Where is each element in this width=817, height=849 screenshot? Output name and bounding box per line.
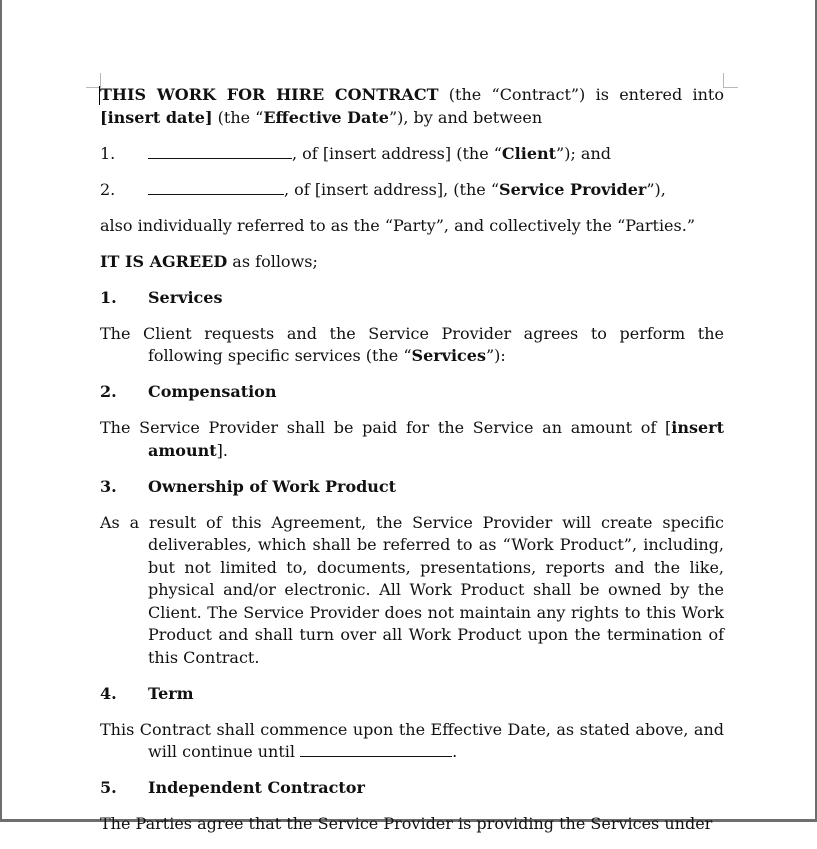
client-term: Client	[501, 143, 557, 163]
party-1-name-blank[interactable]	[148, 143, 292, 159]
preamble-paragraph[interactable]: THIS WORK FOR HIRE CONTRACT (the “Contract”) is entered into [insert date] (the “Effective Date”), by and between	[100, 85, 724, 127]
term-end-blank[interactable]	[300, 741, 452, 757]
section-3-heading[interactable]: 3. Ownership of Work Product	[100, 476, 397, 496]
document-page[interactable]	[100, 84, 724, 849]
section-4-heading[interactable]: 4. Term	[100, 683, 194, 703]
party-1-line[interactable]: 1. , of [insert address] (the “Client”); and	[100, 143, 724, 166]
section-3-body[interactable]: As a result of this Agreement, the Service Provider will create specific deliverables, which shall be referred to as “Work Product”, including, but not limited to, documents, presentations, reports and the like, physical and/or electronic. All Work Product shall be owned by the Client. The Service Provider does not maintain any rights to this Work Product and shall turn over all Work Product upon the termination of this Contract.	[100, 512, 724, 667]
insert-date-placeholder: [insert date]	[100, 107, 213, 127]
section-4-body[interactable]: This Contract shall commence upon the Effective Date, as stated above, and will continue until .	[100, 719, 724, 761]
party-2-line[interactable]: 2. , of [insert address], (the “Service Provider”),	[100, 179, 724, 202]
party-1-number: 1.	[100, 143, 116, 163]
margin-corner-top-right	[723, 73, 738, 88]
service-provider-term: Service Provider	[499, 179, 647, 199]
section-1-heading[interactable]: 1. Services	[100, 287, 223, 307]
contract-title: THIS WORK FOR HIRE CONTRACT	[100, 85, 439, 104]
section-2-body[interactable]: The Service Provider shall be paid for the Service an amount of [insert amount].	[100, 418, 724, 460]
section-1-body[interactable]: The Client requests and the Service Provider agrees to perform the following specific services (the “Services”):	[100, 323, 724, 365]
section-2-heading[interactable]: 2. Compensation	[100, 382, 277, 401]
referred-paragraph[interactable]: also individually referred to as the “Party”, and collectively the “Parties.”	[100, 215, 695, 235]
agreed-paragraph[interactable]: IT IS AGREED as follows;	[100, 251, 318, 271]
window-left-border	[0, 0, 2, 822]
section-5-body[interactable]: The Parties agree that the Service Provider is providing the Services under	[100, 814, 713, 833]
party-2-number: 2.	[100, 179, 116, 199]
party-2-name-blank[interactable]	[148, 179, 284, 195]
effective-date-term: Effective Date	[263, 107, 389, 127]
section-5-heading[interactable]: 5. Independent Contractor	[100, 778, 365, 797]
